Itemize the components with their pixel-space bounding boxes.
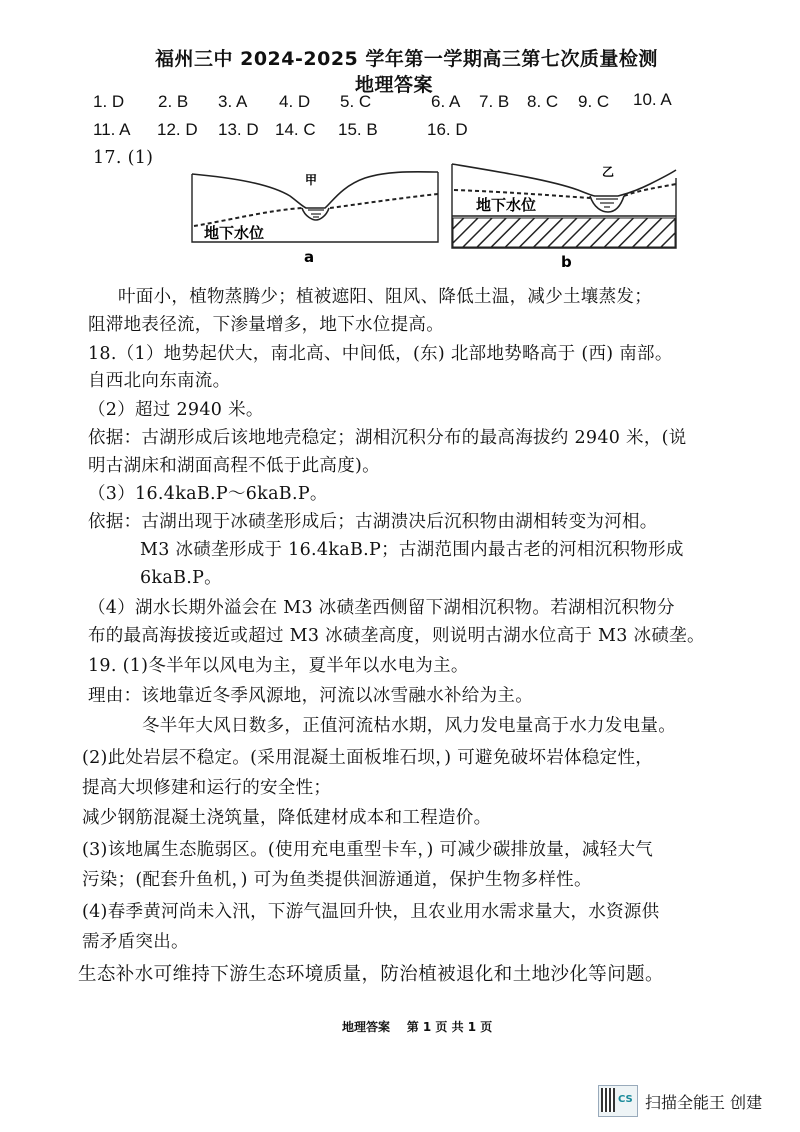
answer-15: 15. B — [338, 120, 378, 139]
qr-mark-icon — [601, 1088, 615, 1112]
q17-line-1: 叶面小，植物蒸腾少；植被遮阳、阻风、降低土温，减少土壤蒸发； — [118, 287, 652, 307]
diagram-b — [450, 160, 680, 268]
diagram-a — [190, 162, 440, 266]
diagram-b-water-table-label: 地下水位 — [476, 196, 537, 214]
diagram-b-lake-label: 乙 — [602, 165, 615, 179]
answer-2: 2. B — [158, 92, 189, 111]
q19-line-10: 需矛盾突出。 — [82, 932, 189, 952]
q19-line-8: 污染；(配套升鱼机，) 可为鱼类提供洄游通道，保护生物多样性。 — [82, 870, 592, 890]
q19-line-11: 生态补水可维持下游生态环境质量，防治植被退化和土地沙化等问题。 — [78, 964, 664, 985]
answer-16: 16. D — [427, 120, 468, 139]
q19-line-3: 冬半年大风日数多，正值河流枯水期，风力发电量高于水力发电量。 — [142, 716, 676, 736]
q19-line-2: 理由：该地靠近冬季风源地，河流以冰雪融水补给为主。 — [88, 686, 533, 706]
answer-11: 11. A — [93, 120, 131, 139]
answer-1: 1. D — [93, 92, 125, 111]
q18-line-9: 6kaB.P。 — [140, 568, 222, 588]
answer-6: 6. A — [431, 92, 461, 111]
q18-line-10: （4）湖水长期外溢会在 M3 冰碛垄西侧留下湖相沉积物。若湖相沉积物分 — [88, 598, 675, 618]
q18-line-3: （2）超过 2940 米。 — [88, 400, 264, 420]
q18-line-6: （3）16.4kaB.P～6kaB.P。 — [88, 484, 328, 504]
scanner-logo-text: CS — [618, 1094, 633, 1105]
q19-line-6: 减少钢筋混凝土浇筑量，降低建材成本和工程造价。 — [82, 808, 492, 828]
answer-3: 3. A — [218, 92, 248, 111]
q19-line-1: 19. (1)冬半年以风电为主，夏半年以水电为主。 — [88, 656, 469, 676]
q18-line-1: 18.（1）地势起伏大，南北高、中间低，(东) 北部地势略高于 (西) 南部。 — [88, 344, 673, 364]
page-title: 福州三中 2024-2025 学年第一学期高三第七次质量检测 — [155, 48, 658, 70]
q19-line-9: (4)春季黄河尚未入汛，下游气温回升快，且农业用水需求量大，水资源供 — [82, 902, 660, 922]
page-subtitle: 地理答案 — [355, 74, 434, 96]
answer-8: 8. C — [527, 92, 559, 111]
answer-5: 5. C — [340, 92, 372, 111]
q17-line-2: 阻滞地表径流，下渗量增多，地下水位提高。 — [88, 315, 444, 335]
q18-line-2: 自西北向东南流。 — [88, 371, 231, 391]
scanner-logo — [598, 1085, 638, 1117]
answer-13: 13. D — [218, 120, 259, 139]
q18-line-8: M3 冰碛垄形成于 16.4kaB.P；古湖范围内最古老的河相沉积物形成 — [140, 540, 684, 560]
answer-7: 7. B — [479, 92, 510, 111]
watermark-text: 扫描全能王 创建 — [645, 1093, 763, 1112]
diagram-b-caption: b — [561, 253, 572, 268]
q19-line-5: 提高大坝修建和运行的安全性； — [82, 778, 332, 798]
answer-9: 9. C — [578, 92, 610, 111]
page-footer: 地理答案 第 1 页 共 1 页 — [342, 1020, 493, 1034]
q17-number: 17. (1) — [93, 148, 154, 168]
diagram-a-lake-label: 甲 — [305, 173, 318, 187]
diagram-a-water-table-label: 地下水位 — [204, 224, 265, 242]
q18-line-4: 依据：古湖形成后该地地壳稳定；湖相沉积分布的最高海拔约 2940 米，(说 — [88, 428, 687, 448]
answer-12: 12. D — [157, 120, 198, 139]
q19-line-7: (3)该地属生态脆弱区。(使用充电重型卡车，) 可减少碳排放量，减轻大气 — [82, 840, 654, 860]
diagram-a-caption: a — [304, 248, 315, 266]
q18-line-11: 布的最高海拔接近或超过 M3 冰碛垄高度，则说明古湖水位高于 M3 冰碛垄。 — [88, 626, 705, 646]
q18-line-7: 依据：古湖出现于冰碛垄形成后；古湖溃决后沉积物由湖相转变为河相。 — [88, 512, 658, 532]
answer-4: 4. D — [279, 92, 311, 111]
q19-line-4: (2)此处岩层不稳定。(采用混凝土面板堆石坝，) 可避免破坏岩体稳定性， — [82, 748, 654, 768]
answer-14: 14. C — [275, 120, 316, 139]
answer-10: 10. A — [633, 90, 672, 109]
q18-line-5: 明古湖床和湖面高程不低于此高度)。 — [88, 456, 380, 476]
